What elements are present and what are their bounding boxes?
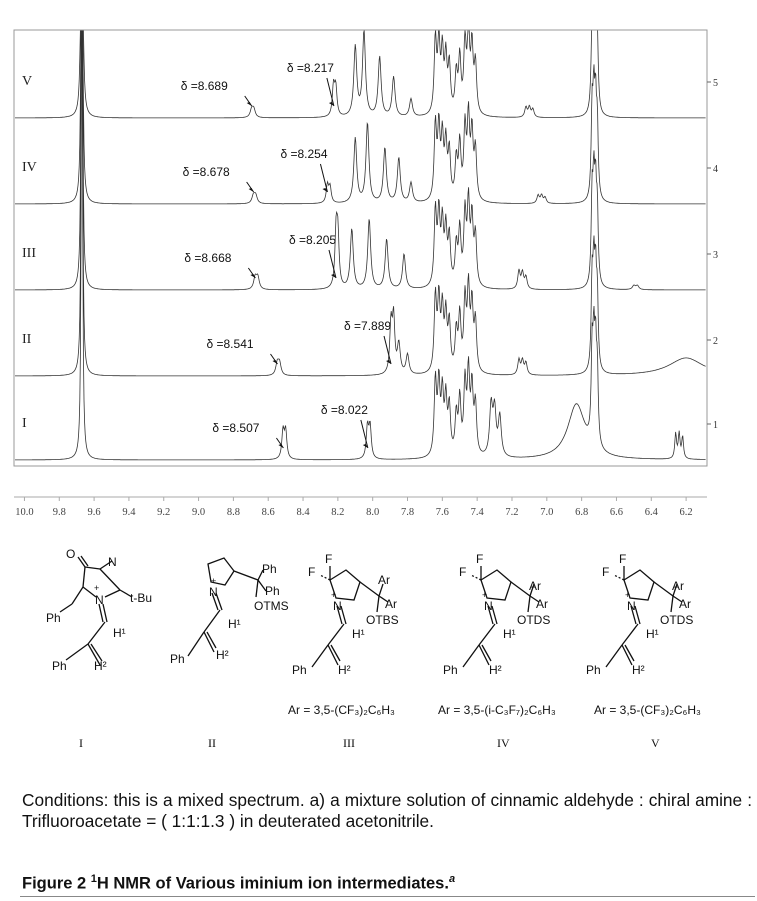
spectrum-trace xyxy=(15,30,706,204)
x-tick-label: 6.8 xyxy=(575,507,589,518)
structure-I xyxy=(60,556,132,665)
atom-label: Ph xyxy=(52,659,67,673)
ar-definition-IV: Ar = 3,5-(i-C₃F₇)₂C₆H₃ xyxy=(438,703,556,717)
caption-main: H NMR of Various iminium ion intermediates. xyxy=(96,874,449,893)
spectrum-trace xyxy=(15,30,706,118)
atom-label: H² xyxy=(94,659,107,673)
shift-arrowhead xyxy=(247,102,252,106)
x-tick-label: 7.0 xyxy=(540,507,554,518)
atom-label: Ar xyxy=(536,597,548,611)
atom-label: Ar xyxy=(679,597,691,611)
atom-label: N xyxy=(333,599,342,613)
shift-annotation: δ =8.541 xyxy=(206,337,254,351)
atom-label: H¹ xyxy=(646,627,659,641)
atom-label: N xyxy=(484,599,493,613)
right-axis-marker: 5 xyxy=(713,78,718,89)
atom-label: N xyxy=(209,585,218,599)
trace-label: II xyxy=(22,332,32,347)
atom-label: OTBS xyxy=(366,613,399,627)
shift-arrow xyxy=(320,164,327,192)
shift-annotation: δ =8.689 xyxy=(180,79,228,93)
caption-prefix: Figure 2 xyxy=(22,874,91,893)
x-tick-label: 8.4 xyxy=(296,507,310,518)
atom-label: N xyxy=(627,599,636,613)
atom-label: H² xyxy=(489,663,502,677)
atom-label: N xyxy=(95,593,104,607)
atom-label: O xyxy=(66,547,76,561)
right-axis-marker: 3 xyxy=(713,250,718,261)
compound-label-II: II xyxy=(208,736,216,750)
caption-note: a xyxy=(448,873,456,885)
right-axis-marker: 1 xyxy=(713,420,718,431)
spectrum-trace xyxy=(15,30,706,290)
atom-label: Ph xyxy=(586,663,601,677)
x-tick-label: 8.8 xyxy=(226,507,240,518)
trace-label: III xyxy=(22,246,36,261)
x-tick-label: 9.6 xyxy=(87,507,101,518)
shift-annotation: δ =8.507 xyxy=(212,421,260,435)
atom-label: F xyxy=(325,552,333,566)
atom-label: Ar xyxy=(672,579,684,593)
x-tick-label: 7.4 xyxy=(470,507,484,518)
atom-label: + xyxy=(211,576,217,586)
atom-label: + xyxy=(331,590,337,600)
atom-label: F xyxy=(459,565,467,579)
atom-label: t-Bu xyxy=(130,591,153,605)
atom-label: + xyxy=(482,590,488,600)
atom-label: F xyxy=(476,552,484,566)
atom-label: F xyxy=(602,565,610,579)
plot-frame xyxy=(14,30,707,466)
atom-label: F xyxy=(619,552,627,566)
x-tick-label: 6.6 xyxy=(609,507,624,518)
atom-label: H² xyxy=(632,663,645,677)
conditions-text: Conditions: this is a mixed spectrum. a) a mixture solution of cinnamic aldehyde : chiral amine : Trifluoroacetate = ( 1:1:1.3 ) in deuterated acetonitrile. xyxy=(22,790,752,831)
atom-label: + xyxy=(625,590,631,600)
atom-label: OTDS xyxy=(660,613,694,627)
compound-label-III: III xyxy=(343,736,355,750)
atom-label: H¹ xyxy=(352,627,365,641)
atom-label: H¹ xyxy=(113,626,126,640)
x-tick-label: 6.2 xyxy=(679,507,693,518)
caption-rule xyxy=(20,896,755,897)
caption-sup: 1 xyxy=(90,873,97,885)
x-tick-label: 9.8 xyxy=(52,507,66,518)
shift-annotation: δ =8.254 xyxy=(280,147,328,161)
compound-label-IV: IV xyxy=(497,736,510,750)
atom-label: Ph xyxy=(262,562,277,576)
atom-label: Ar xyxy=(529,579,541,593)
atom-label: Ph xyxy=(265,584,280,598)
atom-label: Ph xyxy=(443,663,458,677)
shift-annotation: δ =8.217 xyxy=(286,61,334,75)
trace-label: V xyxy=(22,74,33,89)
compound-label-I: I xyxy=(79,736,83,750)
figure-caption xyxy=(22,873,455,894)
atom-label: Ar xyxy=(378,573,390,587)
shift-arrowhead xyxy=(249,188,254,192)
x-tick-label: 9.4 xyxy=(122,507,136,518)
trace-label: IV xyxy=(22,160,37,175)
right-axis-marker: 2 xyxy=(713,336,718,347)
ar-definition-III: Ar = 3,5-(CF₃)₂C₆H₃ xyxy=(288,703,395,717)
shift-annotation: δ =7.889 xyxy=(344,319,392,333)
x-tick-label: 8.0 xyxy=(366,507,380,518)
atom-label: Ph xyxy=(292,663,307,677)
atom-label: H² xyxy=(338,663,351,677)
x-tick-label: 8.2 xyxy=(331,507,345,518)
x-tick-label: 6.4 xyxy=(644,507,658,518)
x-tick-label: 9.2 xyxy=(157,507,171,518)
atom-label: OTDS xyxy=(517,613,551,627)
x-tick-label: 10.0 xyxy=(15,507,34,518)
shift-annotation: δ =8.022 xyxy=(320,403,368,417)
spectrum-frame xyxy=(14,30,718,497)
right-axis-marker: 4 xyxy=(713,164,718,175)
atom-label: + xyxy=(94,583,100,593)
x-tick-label: 9.0 xyxy=(192,507,206,518)
atom-label: N xyxy=(108,555,117,569)
trace-label: I xyxy=(22,416,27,431)
compound-label-V: V xyxy=(651,736,660,750)
x-tick-label: 7.2 xyxy=(505,507,519,518)
x-axis xyxy=(15,497,692,518)
x-tick-label: 7.6 xyxy=(435,507,449,518)
chemical-structures xyxy=(0,540,757,710)
spectrum-traces xyxy=(15,30,706,460)
ar-definition-V: Ar = 3,5-(CF₃)₂C₆H₃ xyxy=(594,703,701,717)
x-tick-label: 8.6 xyxy=(261,507,275,518)
atom-label: Ph xyxy=(170,652,185,666)
x-tick-label: 7.8 xyxy=(400,507,415,518)
atom-label: H² xyxy=(216,648,229,662)
atom-label: Ph xyxy=(46,611,61,625)
atom-label: OTMS xyxy=(254,599,289,613)
atom-label: H¹ xyxy=(503,627,516,641)
atom-label: Ar xyxy=(385,597,397,611)
atom-label: H¹ xyxy=(228,617,241,631)
shift-annotations xyxy=(181,61,392,448)
atom-label: F xyxy=(308,565,316,579)
shift-annotation: δ =8.668 xyxy=(184,251,232,265)
shift-annotation: δ =8.205 xyxy=(288,233,337,247)
shift-annotation: δ =8.678 xyxy=(182,165,230,179)
